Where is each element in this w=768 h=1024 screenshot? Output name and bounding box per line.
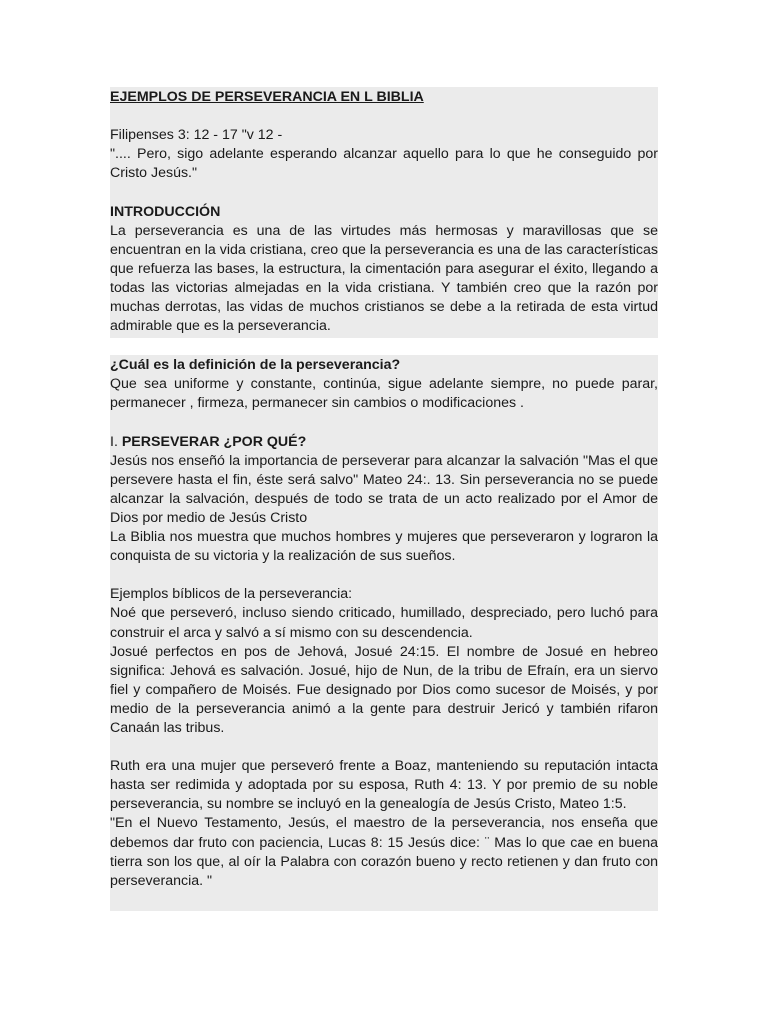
- text-block-body: [110, 355, 658, 911]
- blank-line: [110, 738, 658, 757]
- examples-intro: Ejemplos bíblicos de la perseverancia:: [110, 586, 353, 603]
- section-1-title: PERSEVERAR ¿POR QUÉ?: [121, 433, 307, 450]
- example-jesus: "En el Nuevo Testamento, Jesús, el maestro de la perseverancia, nos enseña que debemos dar fruto con paciencia, Lucas 8: 15 Jesús dice: ¨ Mas lo que cae en buena tierra son los que, al oír la Palabra con corazón bueno y recto retienen y dan fruto con perseverancia. ": [110, 815, 658, 889]
- example-noe: Noé que perseveró, incluso siendo criticado, humillado, despreciado, pero luchó para construir el arca y salvó a sí mismo con su descendencia.: [110, 605, 658, 641]
- section-1-paragraph-2: La Biblia nos muestra que muchos hombres y mujeres que perseveraron y lograron la conquista de su victoria y la realización de sus sueños.: [110, 529, 658, 565]
- section-1-heading: [110, 433, 658, 452]
- blank-line: [110, 414, 658, 433]
- blank-line: [110, 183, 658, 202]
- blank-line: [110, 107, 658, 126]
- block-gap: [110, 338, 658, 355]
- text-block-intro: [110, 87, 658, 338]
- definition-paragraph: Que sea uniforme y constante, continúa, sigue adelante siempre, no puede parar, permanecer , firmeza, permanecer sin cambios o modificaciones .: [110, 376, 658, 412]
- example-josue: Josué perfectos en pos de Jehová, Josué 24:15. El nombre de Josué en hebreo significa: Jehová es salvación. Josué, hijo de Nun, de la tribu de Efraín, era un siervo fiel y compañero de Moisés. Fue designado por Dios como sucesor de Moisés, y por medio de la perseverancia animó a la gente para destruir Jericó y también rifaron Canaán las tribus.: [110, 643, 658, 736]
- intro-heading: INTRODUCCIÓN: [110, 203, 221, 220]
- verse-text: ".... Pero, sigo adelante esperando alcanzar aquello para lo que he conseguido por Cristo Jesús.": [110, 146, 658, 182]
- intro-paragraph: La perseverancia es una de las virtudes más hermosas y maravillosas que se encuentran en la vida cristiana, creo que la perseverancia es una de las características que refuerza las bases, la estructura, la cimentación para asegurar el éxito, llegando a todas las victorias almejadas en la vida cristiana. Y también creo que la razón por muchas derrotas, las vidas de muchos cristianos se debe a la retirada de esta virtud admirable que es la perseverancia.: [110, 222, 658, 335]
- section-1-number: I.: [110, 433, 118, 450]
- verse-reference: Filipenses 3: 12 - 17 "v 12 -: [110, 127, 283, 144]
- definition-heading: ¿Cuál es la definición de la perseverancia?: [110, 357, 401, 374]
- example-ruth: Ruth era una mujer que perseveró frente a Boaz, manteniendo su reputación intacta hasta ser redimida y adoptada por su esposa, Ruth 4: 13. Y por premio de su noble perseverancia, su nombre se incluyó en la genealogía de Jesús Cristo, Mateo 1:5.: [110, 758, 658, 813]
- blank-line: [110, 566, 658, 585]
- document-page: [110, 87, 658, 911]
- document-title: EJEMPLOS DE PERSEVERANCIA EN L BIBLIA: [110, 89, 424, 105]
- section-1-paragraph-1: Jesús nos enseñó la importancia de perseverar para alcanzar la salvación "Mas el que persevere hasta el fin, éste será salvo" Mateo 24:. 13. Sin perseverancia no se puede alcanzar la salvación, después de todo se trata de un acto realizado por el Amor de Dios por medio de Jesús Cristo: [110, 452, 658, 526]
